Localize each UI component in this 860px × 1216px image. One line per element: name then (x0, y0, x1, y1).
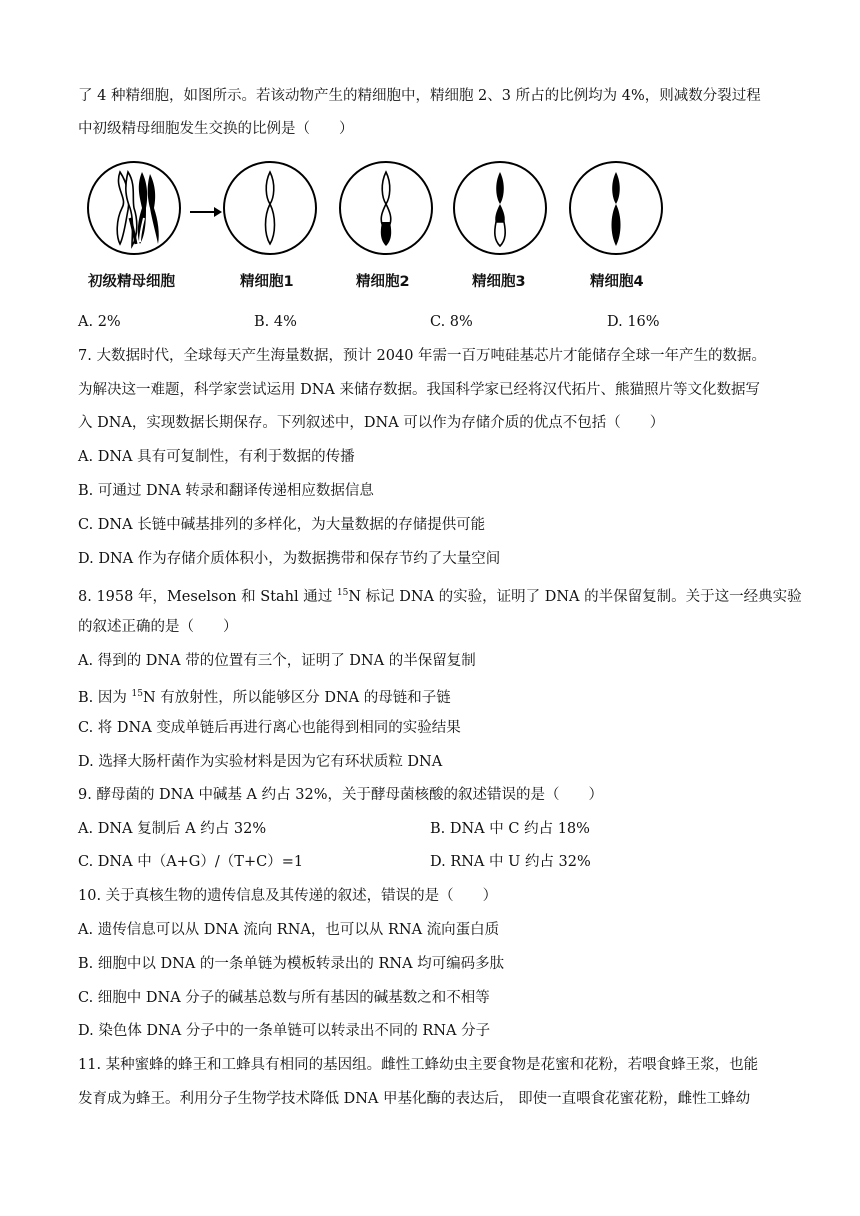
q7-option-d: D. DNA 作为存储介质体积小，为数据携带和保存节约了大量空间 (78, 551, 501, 567)
q9-stem: 9. 酵母菌的 DNA 中碱基 A 约占 32%，关于酵母菌核酸的叙述错误的是（ ） (78, 787, 603, 803)
q6-stem-line-1: 了 4 种精细胞，如图所示。若该动物产生的精细胞中，精细胞 2、3 所占的比例均为 4%，则减数分裂过程 (78, 88, 761, 104)
q7-option-c: C. DNA 长链中碱基排列的多样化，为大量数据的存储提供可能 (78, 517, 486, 533)
q8-stem-line-2: 的叙述正确的是（ ） (78, 619, 238, 635)
q6-stem-line-2: 中初级精母细胞发生交换的比例是（ ） (78, 121, 354, 137)
q8-option-a: A. 得到的 DNA 带的位置有三个，证明了 DNA 的半保留复制 (78, 653, 476, 669)
q11-stem-line-1: 11. 某种蜜蜂的蜂王和工蜂具有相同的基因组。雌性工蜂幼虫主要食物是花蜜和花粉，若喂食蜂王浆，也能 (78, 1057, 759, 1073)
q6-option-d: D. 16% (607, 314, 660, 330)
q6-option-a: A. 2% (78, 314, 121, 330)
label-primary-spermatocyte: 初级精母细胞 (88, 274, 175, 290)
q7-option-b: B. 可通过 DNA 转录和翻译传递相应数据信息 (78, 483, 374, 499)
q6-option-c: C. 8% (430, 314, 473, 330)
q8-option-b: B. 因为 $^{15}$N 有放射性，所以能够区分 DNA 的母链和子链 (78, 689, 451, 706)
q8-stem-line-1: 8. 1958 年，Meselson 和 Stahl 通过 $^{15}$N 标记 DNA 的实验，证明了 DNA 的半保留复制。关于这一经典实验 (78, 588, 802, 605)
q8-option-d: D. 选择大肠杆菌作为实验材料是因为它有环状质粒 DNA (78, 754, 443, 770)
label-sperm-cell-2: 精细胞2 (356, 274, 410, 290)
q9-option-a: A. DNA 复制后 A 约占 32% (78, 821, 267, 837)
q7-stem-line-2: 为解决这一难题，科学家尝试运用 DNA 来储存数据。我国科学家已经将汉代拓片、熊猫照片等文化数据写 (78, 382, 760, 398)
q10-option-c: C. 细胞中 DNA 分子的碱基总数与所有基因的碱基数之和不相等 (78, 990, 490, 1006)
cell-figure (86, 158, 706, 258)
q9-option-d: D. RNA 中 U 约占 32% (430, 854, 591, 870)
q7-stem-line-3: 入 DNA，实现数据长期保存。下列叙述中，DNA 可以作为存储介质的优点不包括（ ） (78, 415, 665, 431)
label-sperm-cell-3: 精细胞3 (472, 274, 526, 290)
sperm-cell-3 (454, 162, 546, 254)
q7-stem-line-1: 7. 大数据时代，全球每天产生海量数据，预计 2040 年需一百万吨硅基芯片才能储存全球一年产生的数据。 (78, 348, 767, 364)
q10-option-b: B. 细胞中以 DNA 的一条单链为模板转录出的 RNA 均可编码多肽 (78, 956, 505, 972)
q7-option-a: A. DNA 具有可复制性，有利于数据的传播 (78, 449, 355, 465)
q8-option-c: C. 将 DNA 变成单链后再进行离心也能得到相同的实验结果 (78, 720, 461, 736)
sperm-cell-4 (570, 162, 662, 254)
q10-option-a: A. 遗传信息可以从 DNA 流向 RNA，也可以从 RNA 流向蛋白质 (78, 922, 500, 938)
label-sperm-cell-4: 精细胞4 (590, 274, 644, 290)
primary-spermatocyte-cell (88, 162, 180, 254)
sperm-cell-1 (224, 162, 316, 254)
label-sperm-cell-1: 精细胞1 (240, 274, 294, 290)
q10-option-d: D. 染色体 DNA 分子中的一条单链可以转录出不同的 RNA 分子 (78, 1023, 491, 1039)
q6-option-b: B. 4% (254, 314, 297, 330)
arrow-icon (190, 207, 222, 217)
q9-option-b: B. DNA 中 C 约占 18% (430, 821, 590, 837)
q11-stem-line-2: 发育成为蜂王。利用分子生物学技术降低 DNA 甲基化酶的表达后， 即使一直喂食花蜜花粉，雌性工蜂幼 (78, 1091, 751, 1107)
q10-stem: 10. 关于真核生物的遗传信息及其传递的叙述，错误的是（ ） (78, 888, 498, 904)
sperm-cell-2 (340, 162, 432, 254)
q9-option-c: C. DNA 中（A+G）/（T+C）=1 (78, 854, 304, 870)
